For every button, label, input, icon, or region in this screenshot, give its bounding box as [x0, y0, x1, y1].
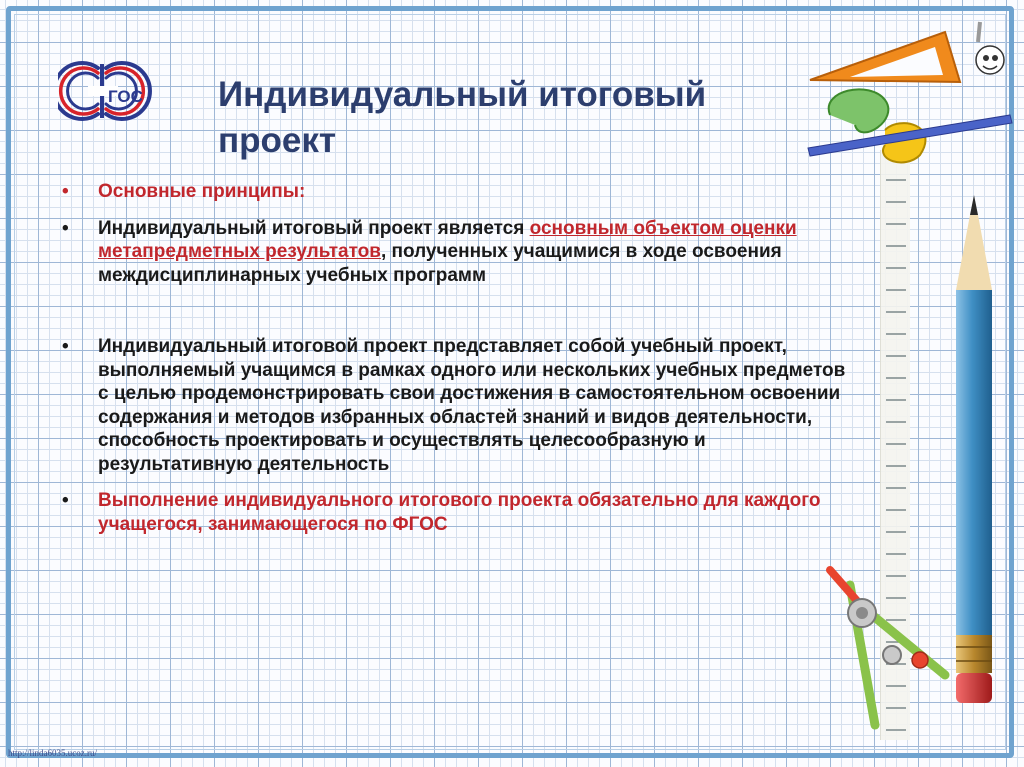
drawing-tools-illustration	[800, 20, 1020, 180]
slide-title	[218, 72, 818, 164]
bullet-project-description	[62, 335, 852, 476]
bullet-principles-text: Основные принципы:	[98, 181, 306, 202]
bullet-marker: •	[62, 490, 69, 511]
compass-illustration	[820, 565, 960, 735]
title-line-1: Индивидуальный итоговый	[218, 75, 707, 114]
bullet-marker: •	[62, 217, 69, 239]
bullet-marker: •	[62, 181, 69, 202]
bullet-project-definition	[62, 217, 852, 288]
bullet-definition-highlight: основным объектом оценки метапредметных результатов	[98, 217, 797, 262]
footer-source-url[interactable]: http://linda6035.ucoz.ru/	[8, 748, 97, 758]
bullet-list	[62, 180, 852, 536]
title-line-2: проект	[218, 121, 337, 160]
bullet-description-text: Индивидуальный итоговой проект представляет собой учебный проект, выполняемый учащимся в рамках одного или нескольких учебных предметов с целью продемонстрировать свои достижения в самостоятельном освоении содержания и методов избранных областей знаний и видов деятельности, способность проектировать и осуществлять целесообразную и результативную деятельность	[98, 336, 846, 475]
bullet-principles	[62, 180, 852, 204]
fgos-logo	[58, 56, 178, 126]
bullet-mandatory	[62, 489, 852, 536]
logo-text: ГОС	[108, 87, 143, 106]
bullet-marker: •	[62, 336, 69, 357]
bullet-definition-text-start: Индивидуальный итоговый проект является	[98, 217, 530, 239]
bullet-definition-text-end: , полученных учащимися в ходе освоения междисциплинарных учебных программ	[98, 241, 782, 286]
bullet-mandatory-text: Выполнение индивидуального итогового проекта обязательно для каждого учащегося, занимающегося по ФГОС	[98, 490, 821, 535]
